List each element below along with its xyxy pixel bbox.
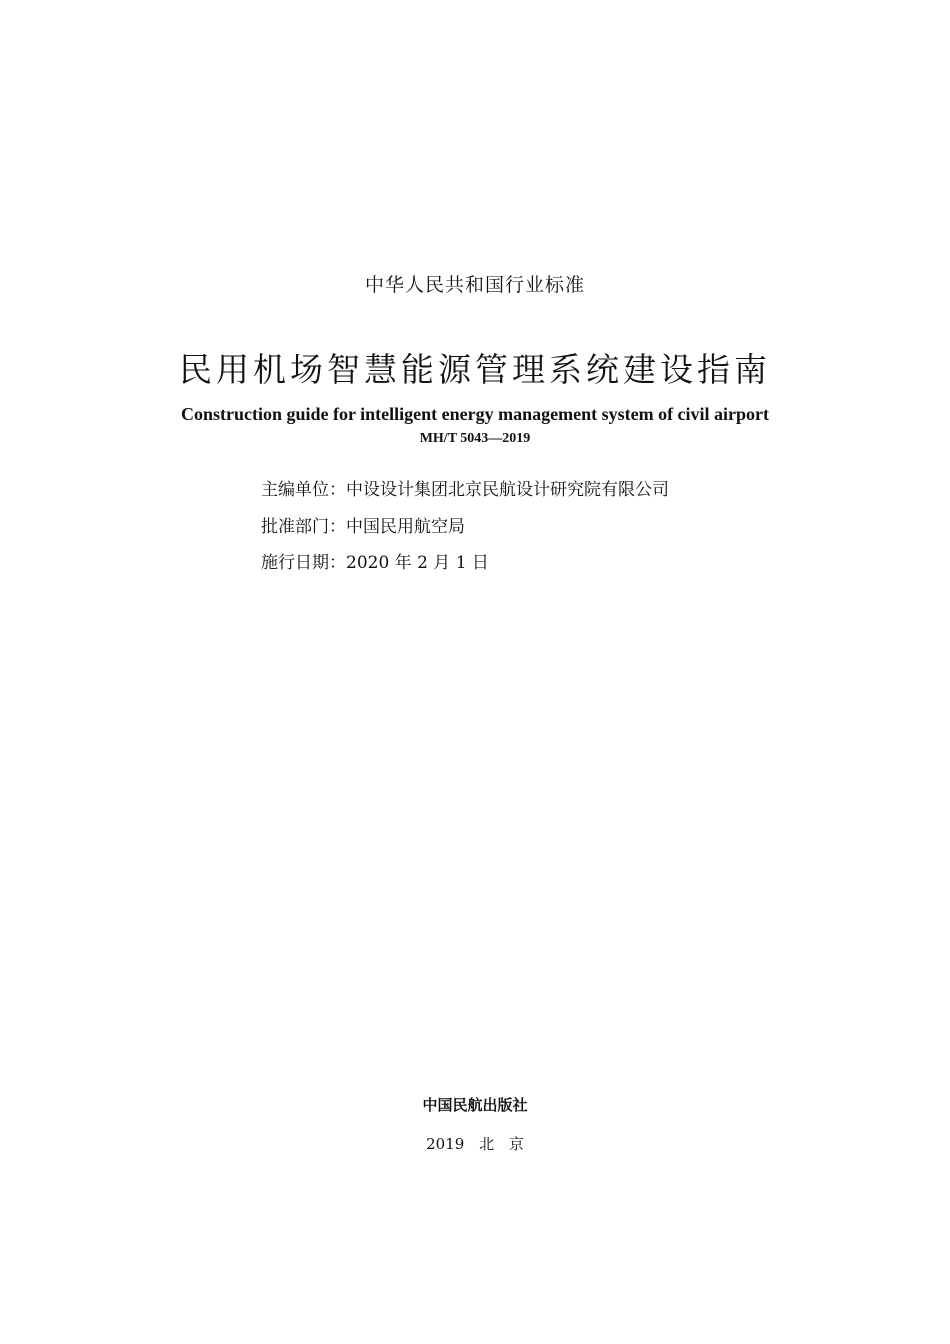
metadata-block bbox=[261, 478, 669, 588]
effective-date-value: 2020 年 2 月 1 日 bbox=[346, 553, 489, 573]
publication-year-place: 2019 北 京 bbox=[426, 1135, 524, 1153]
approver-value: 中国民用航空局 bbox=[346, 516, 465, 537]
editor-value: 中设设计集团北京民航设计研究院有限公司 bbox=[346, 480, 669, 500]
approver-row bbox=[261, 515, 669, 552]
approver-label: 批准部门： bbox=[261, 516, 346, 537]
title-chinese: 民用机场智慧能源管理系统建设指南 bbox=[179, 350, 771, 389]
editor-row bbox=[261, 478, 669, 515]
standard-code: MH/T 5043—2019 bbox=[419, 431, 531, 446]
standard-series: 中华人民共和国行业标准 bbox=[364, 274, 585, 296]
publisher: 中国民航出版社 bbox=[422, 1096, 528, 1114]
editor-label: 主编单位： bbox=[261, 480, 346, 500]
effective-date-label: 施行日期： bbox=[261, 553, 346, 573]
effective-date-row bbox=[261, 551, 669, 588]
title-english: Construction guide for intelligent energy management system of civil airport bbox=[180, 404, 770, 424]
